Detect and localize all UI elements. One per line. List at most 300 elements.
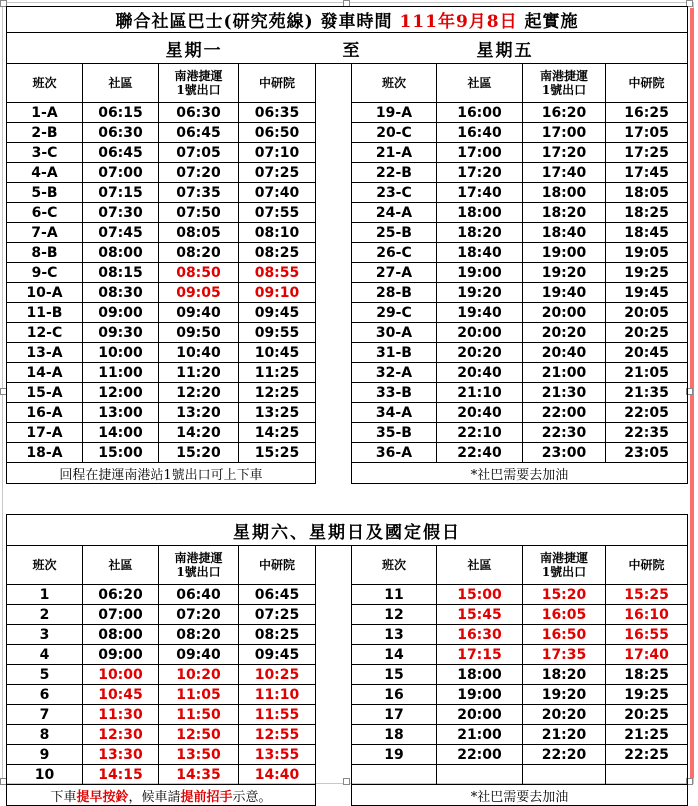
trip-code: 28-B <box>352 283 437 303</box>
nangang-mrt-time: 17:20 <box>523 143 606 163</box>
academia-sinica-time: 09:45 <box>239 303 316 323</box>
community-time: 13:00 <box>83 403 159 423</box>
weekday-schedule-row <box>7 363 688 383</box>
trip-code: 1 <box>7 585 83 605</box>
nangang-mrt-time: 06:45 <box>159 123 239 143</box>
nangang-mrt-time: 09:40 <box>159 645 239 665</box>
nangang-mrt-time: 20:40 <box>523 343 606 363</box>
weekday-schedule-row <box>7 443 688 463</box>
weekday-schedule-row <box>7 323 688 343</box>
nangang-mrt-time: 17:35 <box>523 645 606 665</box>
trip-code: 36-A <box>352 443 437 463</box>
bus-schedule-table <box>6 6 688 806</box>
column-label: 南港捷運 <box>539 551 588 565</box>
trip-code: 25-B <box>352 223 437 243</box>
nangang-mrt-time: 22:30 <box>523 423 606 443</box>
schedule-title <box>7 7 688 33</box>
community-time: 15:45 <box>437 605 523 625</box>
trip-code: 10 <box>7 765 83 785</box>
academia-sinica-time: 18:25 <box>606 665 688 685</box>
weekday-col-academia-sinica-time <box>239 64 316 103</box>
academia-sinica-time: 23:05 <box>606 443 688 463</box>
trip-code: 16-A <box>7 403 83 423</box>
nangang-mrt-time: 17:00 <box>523 123 606 143</box>
community-time: 15:00 <box>83 443 159 463</box>
trip-code <box>352 765 437 785</box>
column-label: 班次 <box>381 76 406 90</box>
community-time: 17:15 <box>437 645 523 665</box>
academia-sinica-time: 07:25 <box>239 605 316 625</box>
column-label: 1號出口 <box>176 83 221 97</box>
trip-code: 6-C <box>7 203 83 223</box>
community-time: 09:00 <box>83 645 159 665</box>
community-time: 17:20 <box>437 163 523 183</box>
column-gap <box>316 303 352 323</box>
nangang-mrt-time: 16:20 <box>523 103 606 123</box>
column-gap <box>316 546 352 585</box>
academia-sinica-time: 10:25 <box>239 665 316 685</box>
community-time: 10:00 <box>83 665 159 685</box>
weekday-schedule-row <box>7 203 688 223</box>
trip-code: 13 <box>352 625 437 645</box>
academia-sinica-time: 13:55 <box>239 745 316 765</box>
refuel-note: *社巴需要去加油 <box>352 785 688 806</box>
academia-sinica-time: 08:55 <box>239 263 316 283</box>
community-time: 08:15 <box>83 263 159 283</box>
reminder-highlight: 提前招手 <box>180 789 233 805</box>
weekend-schedule-row <box>7 705 688 725</box>
trip-code: 5-B <box>7 183 83 203</box>
academia-sinica-time: 07:40 <box>239 183 316 203</box>
community-time: 07:45 <box>83 223 159 243</box>
trip-code: 30-A <box>352 323 437 343</box>
trip-code: 4 <box>7 645 83 665</box>
community-time: 14:00 <box>83 423 159 443</box>
nangang-mrt-time: 18:20 <box>523 203 606 223</box>
nangang-mrt-time: 13:50 <box>159 745 239 765</box>
nangang-mrt-time: 15:20 <box>523 585 606 605</box>
weekday-schedule-row <box>7 223 688 243</box>
community-time: 08:30 <box>83 283 159 303</box>
column-label: 1號出口 <box>176 565 221 579</box>
community-time: 20:20 <box>437 343 523 363</box>
nangang-mrt-time: 23:00 <box>523 443 606 463</box>
trip-code: 11-B <box>7 303 83 323</box>
reminder-highlight: 提早按鈴 <box>76 789 129 805</box>
column-gap <box>316 665 352 685</box>
community-time: 10:00 <box>83 343 159 363</box>
nangang-mrt-time: 08:50 <box>159 263 239 283</box>
weekday-col-trip-code <box>352 64 437 103</box>
nangang-mrt-time: 08:20 <box>159 243 239 263</box>
trip-code: 32-A <box>352 363 437 383</box>
community-time: 06:30 <box>83 123 159 143</box>
trip-code: 2 <box>7 605 83 625</box>
nangang-mrt-time: 16:05 <box>523 605 606 625</box>
column-gap <box>316 343 352 363</box>
weekend-col-academia-sinica-time <box>239 546 316 585</box>
academia-sinica-time: 06:45 <box>239 585 316 605</box>
trip-code: 17-A <box>7 423 83 443</box>
academia-sinica-time: 21:35 <box>606 383 688 403</box>
weekday-schedule-row <box>7 383 688 403</box>
reminder-text: 示意。 <box>232 789 272 805</box>
nangang-mrt-time: 06:40 <box>159 585 239 605</box>
trip-code: 21-A <box>352 143 437 163</box>
academia-sinica-time: 09:10 <box>239 283 316 303</box>
community-time: 06:20 <box>83 585 159 605</box>
column-gap <box>316 685 352 705</box>
trip-code: 22-B <box>352 163 437 183</box>
column-gap <box>316 725 352 745</box>
community-time: 18:40 <box>437 243 523 263</box>
column-gap <box>316 363 352 383</box>
trip-code: 5 <box>7 665 83 685</box>
nangang-mrt-time: 11:20 <box>159 363 239 383</box>
weekend-header-row <box>7 546 688 585</box>
trip-code: 1-A <box>7 103 83 123</box>
trip-code: 6 <box>7 685 83 705</box>
weekday-col-community-time <box>437 64 523 103</box>
trip-code: 27-A <box>352 263 437 283</box>
column-label: 班次 <box>32 558 57 572</box>
column-label: 班次 <box>381 558 406 572</box>
nangang-mrt-time: 07:20 <box>159 163 239 183</box>
academia-sinica-time: 14:40 <box>239 765 316 785</box>
trip-code: 11 <box>352 585 437 605</box>
academia-sinica-time: 14:25 <box>239 423 316 443</box>
community-time: 06:45 <box>83 143 159 163</box>
academia-sinica-time <box>606 765 688 785</box>
academia-sinica-time: 17:45 <box>606 163 688 183</box>
column-gap <box>316 745 352 765</box>
academia-sinica-time: 11:55 <box>239 705 316 725</box>
weekend-schedule-row <box>7 645 688 665</box>
column-gap <box>316 263 352 283</box>
community-time: 07:30 <box>83 203 159 223</box>
section-spacer <box>7 484 688 515</box>
column-gap <box>316 64 352 103</box>
trip-code: 17 <box>352 705 437 725</box>
column-label: 1號出口 <box>541 565 587 579</box>
nangang-mrt-time: 06:30 <box>159 103 239 123</box>
nangang-mrt-time: 21:30 <box>523 383 606 403</box>
column-gap <box>316 423 352 443</box>
weekend-title-row <box>7 515 688 546</box>
weekday-notes-row <box>7 463 688 484</box>
trip-code: 15 <box>352 665 437 685</box>
community-time: 10:45 <box>83 685 159 705</box>
column-gap <box>316 203 352 223</box>
nangang-mrt-time: 22:00 <box>523 403 606 423</box>
academia-sinica-time: 17:40 <box>606 645 688 665</box>
weekday-col-academia-sinica-time <box>606 64 688 103</box>
column-label: 社區 <box>108 76 133 90</box>
column-gap <box>316 463 352 484</box>
community-time: 19:20 <box>437 283 523 303</box>
weekend-schedule-row <box>7 605 688 625</box>
column-gap <box>316 605 352 625</box>
community-time: 21:10 <box>437 383 523 403</box>
weekday-col-community-time <box>83 64 159 103</box>
weekday-schedule-row <box>7 403 688 423</box>
nangang-mrt-time: 10:20 <box>159 665 239 685</box>
community-time: 20:40 <box>437 403 523 423</box>
column-gap <box>316 143 352 163</box>
reminder-text: 下車 <box>50 789 77 805</box>
academia-sinica-time: 11:10 <box>239 685 316 705</box>
community-time: 18:20 <box>437 223 523 243</box>
community-time: 22:00 <box>437 745 523 765</box>
academia-sinica-time: 20:25 <box>606 323 688 343</box>
trip-code: 10-A <box>7 283 83 303</box>
column-label: 社區 <box>467 76 492 90</box>
academia-sinica-time: 06:50 <box>239 123 316 143</box>
spacer-cell <box>7 484 688 515</box>
column-label: 中研院 <box>628 558 665 572</box>
trip-code: 35-B <box>352 423 437 443</box>
weekend-schedule-row <box>7 665 688 685</box>
academia-sinica-time: 20:45 <box>606 343 688 363</box>
academia-sinica-time: 13:25 <box>239 403 316 423</box>
column-gap <box>316 283 352 303</box>
community-time: 07:00 <box>83 605 159 625</box>
academia-sinica-time: 18:25 <box>606 203 688 223</box>
community-time: 22:40 <box>437 443 523 463</box>
nangang-mrt-time: 10:40 <box>159 343 239 363</box>
community-time: 19:00 <box>437 685 523 705</box>
academia-sinica-time: 19:05 <box>606 243 688 263</box>
trip-code: 3 <box>7 625 83 645</box>
weekday-schedule-row <box>7 243 688 263</box>
weekday-schedule-row <box>7 183 688 203</box>
column-label: 中研院 <box>258 558 295 572</box>
nangang-mrt-time: 14:20 <box>159 423 239 443</box>
academia-sinica-time: 19:45 <box>606 283 688 303</box>
trip-code: 3-C <box>7 143 83 163</box>
weekday-schedule-row <box>7 283 688 303</box>
nangang-mrt-time: 11:05 <box>159 685 239 705</box>
academia-sinica-time: 17:25 <box>606 143 688 163</box>
community-time: 13:30 <box>83 745 159 765</box>
academia-sinica-time: 19:25 <box>606 685 688 705</box>
academia-sinica-time: 20:05 <box>606 303 688 323</box>
trip-code: 12 <box>352 605 437 625</box>
trip-code: 8-B <box>7 243 83 263</box>
academia-sinica-time: 08:10 <box>239 223 316 243</box>
column-gap <box>316 323 352 343</box>
weekday-schedule-row <box>7 163 688 183</box>
community-time: 18:00 <box>437 203 523 223</box>
academia-sinica-time: 06:35 <box>239 103 316 123</box>
trip-code: 12-C <box>7 323 83 343</box>
trip-code: 7 <box>7 705 83 725</box>
community-time: 11:00 <box>83 363 159 383</box>
nangang-mrt-time: 17:40 <box>523 163 606 183</box>
column-gap <box>316 645 352 665</box>
weekday-range-heading <box>7 33 688 64</box>
weekend-col-community-time <box>83 546 159 585</box>
title-route: 聯合社區巴士(研究苑線) 發車時間 <box>115 12 393 32</box>
academia-sinica-time: 09:55 <box>239 323 316 343</box>
trip-code: 2-B <box>7 123 83 143</box>
community-time: 16:40 <box>437 123 523 143</box>
nangang-mrt-time: 09:40 <box>159 303 239 323</box>
nangang-mrt-time: 21:20 <box>523 725 606 745</box>
nangang-mrt-time: 19:20 <box>523 263 606 283</box>
trip-code: 33-B <box>352 383 437 403</box>
academia-sinica-time: 12:25 <box>239 383 316 403</box>
community-time: 20:40 <box>437 363 523 383</box>
community-time: 12:30 <box>83 725 159 745</box>
community-time: 19:00 <box>437 263 523 283</box>
column-gap <box>316 223 352 243</box>
trip-code: 8 <box>7 725 83 745</box>
weekday-schedule-row <box>7 143 688 163</box>
academia-sinica-time: 12:55 <box>239 725 316 745</box>
column-gap <box>316 765 352 785</box>
weekday-schedule-row <box>7 423 688 443</box>
weekday-schedule-row <box>7 303 688 323</box>
day-to: 至 <box>342 40 362 61</box>
community-time: 06:15 <box>83 103 159 123</box>
trip-code: 7-A <box>7 223 83 243</box>
trip-code: 24-A <box>352 203 437 223</box>
academia-sinica-time: 09:45 <box>239 645 316 665</box>
nangang-mrt-time: 18:40 <box>523 223 606 243</box>
nangang-mrt-time: 18:00 <box>523 183 606 203</box>
nangang-mrt-time: 15:20 <box>159 443 239 463</box>
weekend-schedule-row <box>7 585 688 605</box>
academia-sinica-time: 18:45 <box>606 223 688 243</box>
column-gap <box>316 163 352 183</box>
community-time: 09:00 <box>83 303 159 323</box>
community-time: 18:00 <box>437 665 523 685</box>
weekend-col-nangang-mrt-time <box>523 546 606 585</box>
academia-sinica-time: 07:10 <box>239 143 316 163</box>
column-gap <box>316 243 352 263</box>
academia-sinica-time: 11:25 <box>239 363 316 383</box>
weekday-schedule-row <box>7 263 688 283</box>
nangang-mrt-time: 21:00 <box>523 363 606 383</box>
nangang-mrt-time: 14:35 <box>159 765 239 785</box>
weekend-schedule-row <box>7 685 688 705</box>
academia-sinica-time: 15:25 <box>606 585 688 605</box>
weekend-schedule-row <box>7 725 688 745</box>
academia-sinica-time: 20:25 <box>606 705 688 725</box>
weekend-col-trip-code <box>352 546 437 585</box>
community-time: 17:00 <box>437 143 523 163</box>
trip-code: 13-A <box>7 343 83 363</box>
nangang-mrt-time: 07:05 <box>159 143 239 163</box>
column-label: 南港捷運 <box>539 69 588 83</box>
nangang-mrt-time: 08:05 <box>159 223 239 243</box>
community-time: 07:00 <box>83 163 159 183</box>
column-gap <box>316 183 352 203</box>
return-trip-note: 回程在捷運南港站1號出口可上下車 <box>7 463 316 484</box>
academia-sinica-time: 16:55 <box>606 625 688 645</box>
column-gap <box>316 585 352 605</box>
community-time: 14:15 <box>83 765 159 785</box>
nangang-mrt-time: 12:50 <box>159 725 239 745</box>
trip-code: 16 <box>352 685 437 705</box>
nangang-mrt-time: 09:50 <box>159 323 239 343</box>
trip-code: 15-A <box>7 383 83 403</box>
column-label: 社區 <box>467 558 492 572</box>
trip-code: 31-B <box>352 343 437 363</box>
nangang-mrt-time: 20:20 <box>523 705 606 725</box>
nangang-mrt-time: 08:20 <box>159 625 239 645</box>
trip-code: 9-C <box>7 263 83 283</box>
trip-code: 23-C <box>352 183 437 203</box>
title-effective-suffix: 起實施 <box>524 12 579 32</box>
weekend-col-trip-code <box>7 546 83 585</box>
column-gap <box>316 403 352 423</box>
trip-code: 20-C <box>352 123 437 143</box>
academia-sinica-time: 10:45 <box>239 343 316 363</box>
day-from: 星期一 <box>165 40 223 61</box>
column-gap <box>316 383 352 403</box>
trip-code: 14 <box>352 645 437 665</box>
column-gap <box>316 625 352 645</box>
nangang-mrt-time: 19:40 <box>523 283 606 303</box>
academia-sinica-time: 22:25 <box>606 745 688 765</box>
community-time: 16:00 <box>437 103 523 123</box>
trip-code: 9 <box>7 745 83 765</box>
community-time: 21:00 <box>437 725 523 745</box>
community-time: 19:40 <box>437 303 523 323</box>
community-time: 11:30 <box>83 705 159 725</box>
community-time: 16:30 <box>437 625 523 645</box>
nangang-mrt-time: 07:35 <box>159 183 239 203</box>
academia-sinica-time: 22:35 <box>606 423 688 443</box>
nangang-mrt-time: 22:20 <box>523 745 606 765</box>
community-time: 09:30 <box>83 323 159 343</box>
day-end: 星期五 <box>476 40 534 61</box>
column-gap <box>316 123 352 143</box>
weekend-col-community-time <box>437 546 523 585</box>
trip-code: 29-C <box>352 303 437 323</box>
column-label: 1號出口 <box>541 83 587 97</box>
trip-code: 14-A <box>7 363 83 383</box>
trip-code: 4-A <box>7 163 83 183</box>
weekday-col-nangang-mrt-time <box>159 64 239 103</box>
academia-sinica-time: 07:25 <box>239 163 316 183</box>
nangang-mrt-time: 20:20 <box>523 323 606 343</box>
academia-sinica-time: 16:10 <box>606 605 688 625</box>
community-time: 20:00 <box>437 705 523 725</box>
column-label: 中研院 <box>258 76 295 90</box>
weekday-col-trip-code <box>7 64 83 103</box>
trip-code: 19 <box>352 745 437 765</box>
weekend-schedule-row <box>7 765 688 785</box>
nangang-mrt-time: 19:20 <box>523 685 606 705</box>
community-time: 08:00 <box>83 243 159 263</box>
academia-sinica-time: 19:25 <box>606 263 688 283</box>
nangang-mrt-time: 18:20 <box>523 665 606 685</box>
community-time: 20:00 <box>437 323 523 343</box>
column-gap <box>316 443 352 463</box>
title-effective-date: 111年9月8日 <box>399 12 518 32</box>
community-time: 22:10 <box>437 423 523 443</box>
column-label: 南港捷運 <box>174 69 223 83</box>
trip-code: 26-C <box>352 243 437 263</box>
nangang-mrt-time <box>523 765 606 785</box>
column-gap <box>316 705 352 725</box>
community-time: 15:00 <box>437 585 523 605</box>
weekday-header-row <box>7 64 688 103</box>
academia-sinica-time: 08:25 <box>239 625 316 645</box>
